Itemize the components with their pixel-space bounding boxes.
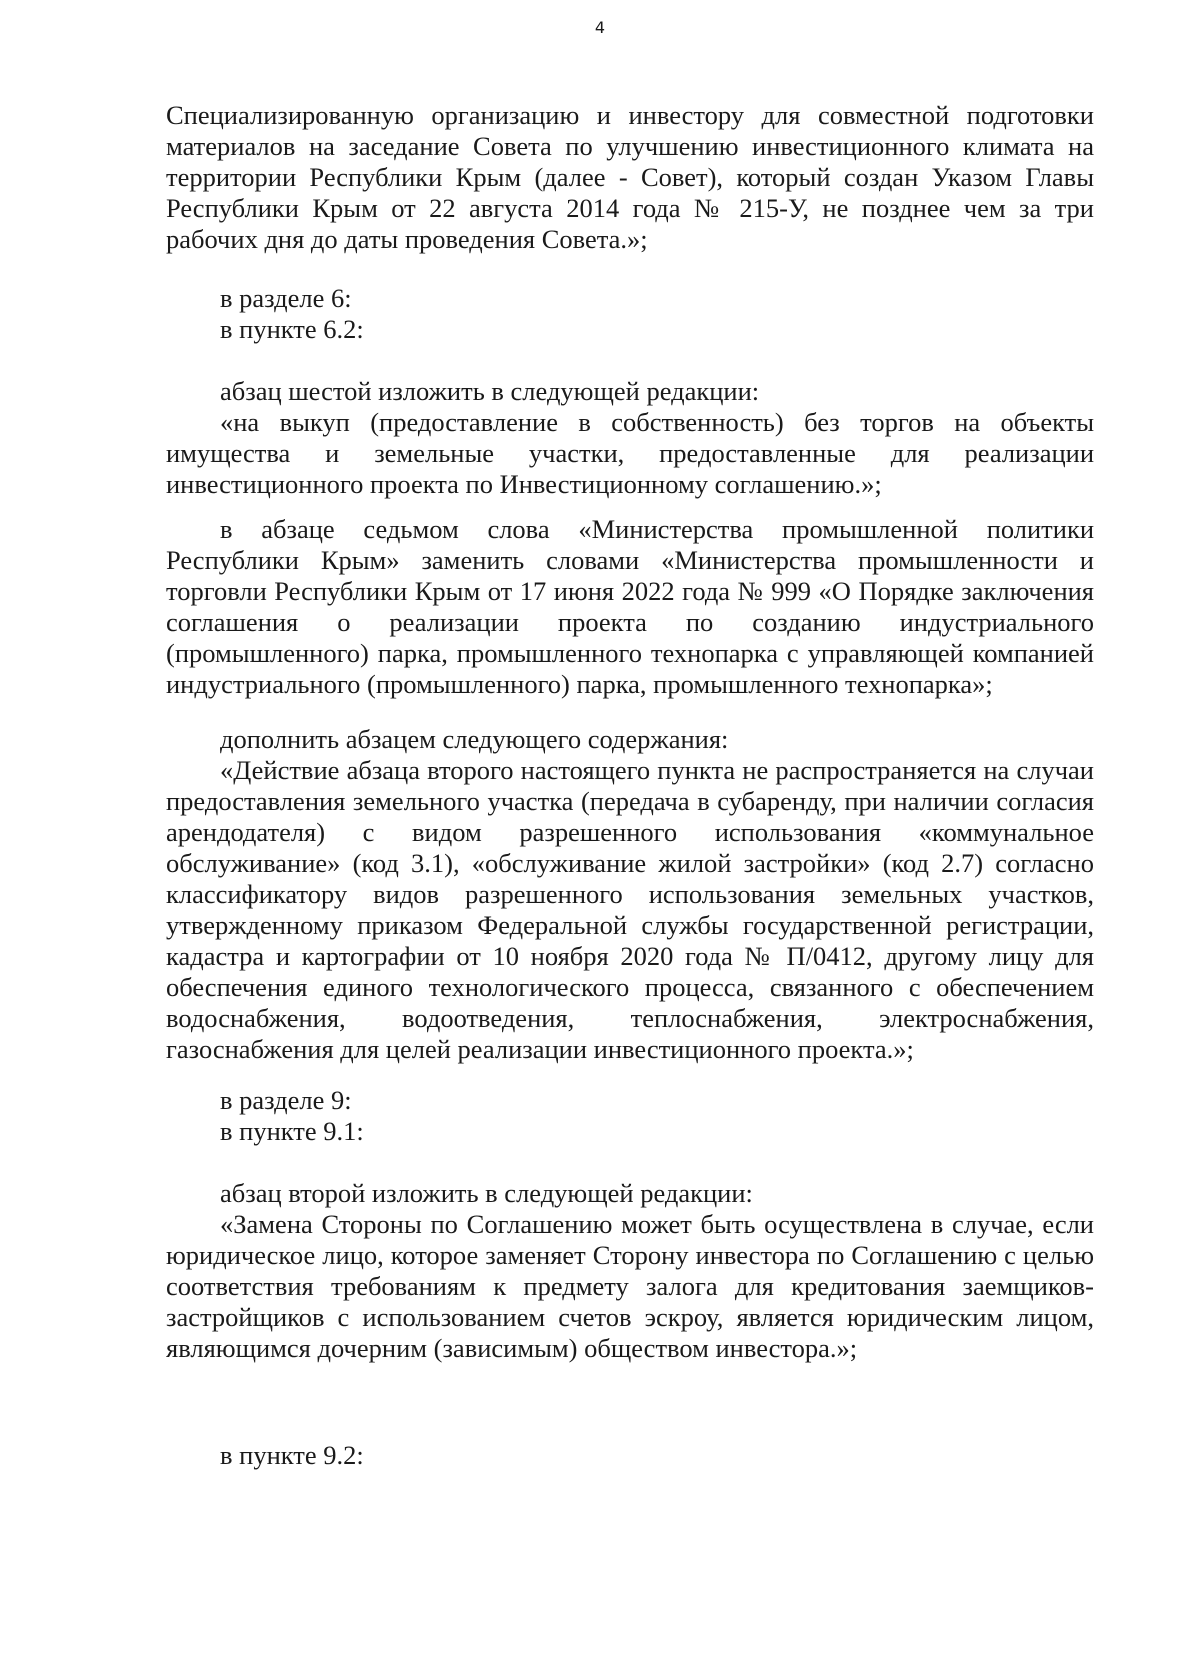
- quote-land-plot-provision: «Действие абзаца второго настоящего пункта не распространяется на случаи предоставления земельного участка (передача в субаренду, при наличии согласия арендодателя) с видом разрешенного использования «коммунальное обслуживание» (код 3.1), «обслуживание жилой застройки» (код 2.7) согласно классификатору видов разрешенного использования земельных участков, утвержденному приказом Федеральной службы государственной регистрации, кадастра и картографии от 10 ноября 2020 года № П/0412, другому лицу для обеспечения единого технологического процесса, связанного с обеспечением водоснабжения, водоотведения, теплоснабжения, электроснабжения, газоснабжения для целей реализации инвестиционного проекта.»;: [166, 755, 1094, 1064]
- quote-buyout: «на выкуп (предоставление в собственность) без торгов на объекты имущества и земельные участки, предоставленные для реализации инвестиционного проекта по Инвестиционному соглашению.»;: [166, 407, 1094, 499]
- heading-section-6: в разделе 6:: [220, 283, 352, 313]
- heading-point-6-2: в пункте 6.2:: [220, 314, 364, 344]
- instruction-paragraph-two: абзац второй изложить в следующей редакции:: [220, 1178, 753, 1208]
- paragraph-seventh-replace: в абзаце седьмом слова «Министерства промышленной политики Республики Крым» заменить словами «Министерства промышленности и торговли Республики Крым от 17 июня 2022 года № 999 «О Порядке заключения соглашения о реализации проекта по созданию индустриального (промышленного) парка, промышленного технопарка с управляющей компанией индустриального (промышленного) парка, промышленного технопарка»;: [166, 514, 1094, 699]
- page-number: 4: [594, 18, 606, 37]
- instruction-add-paragraph: дополнить абзацем следующего содержания:: [220, 724, 729, 754]
- heading-point-9-1: в пункте 9.1:: [220, 1116, 364, 1146]
- instruction-paragraph-six: абзац шестой изложить в следующей редакции:: [220, 376, 760, 406]
- quote-party-replacement: «Замена Стороны по Соглашению может быть осуществлена в случае, если юридическое лицо, которое заменяет Сторону инвестора по Соглашению с целью соответствия требованиям к предмету залога для кредитования заемщиков-застройщиков с использованием счетов эскроу, является юридическим лицом, являющимся дочерним (зависимым) обществом инвестора.»;: [166, 1209, 1094, 1363]
- heading-point-9-2: в пункте 9.2:: [220, 1440, 364, 1470]
- paragraph-specialized-organization: Специализированную организацию и инвестору для совместной подготовки материалов на заседание Совета по улучшению инвестиционного климата на территории Республики Крым (далее - Совет), который создан Указом Главы Республики Крым от 22 августа 2014 года № 215-У, не позднее чем за три рабочих дня до даты проведения Совета.»;: [166, 100, 1094, 254]
- heading-section-9: в разделе 9:: [220, 1085, 352, 1115]
